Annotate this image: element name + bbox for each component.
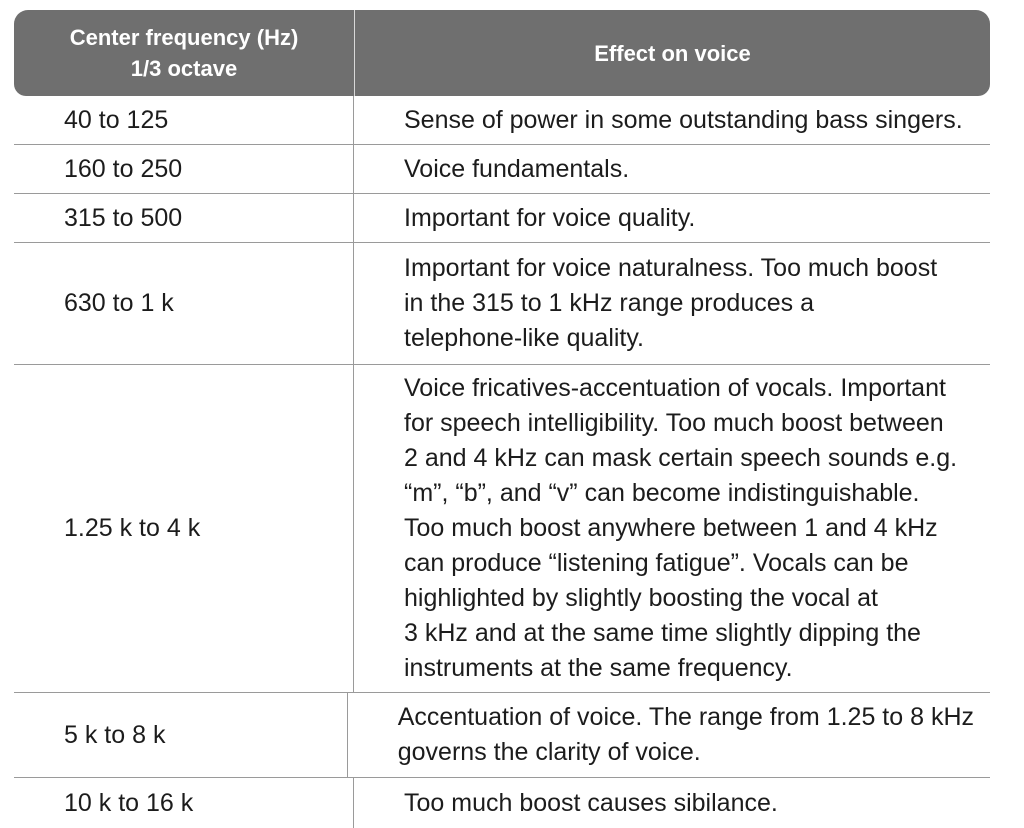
effect-line: in the 315 to 1 kHz range produces a xyxy=(404,289,814,317)
effect-cell xyxy=(354,194,990,242)
effect-line: Voice fricatives-accentuation of vocals. Important xyxy=(404,374,946,402)
table-row xyxy=(14,194,990,243)
effect-line: instruments at the same frequency. xyxy=(404,654,793,682)
table-row xyxy=(14,693,990,778)
frequency-cell: 630 to 1 k xyxy=(14,243,354,364)
effect-line: governs the clarity of voice. xyxy=(397,738,701,766)
header-center-frequency xyxy=(14,10,355,96)
effect-line: for speech intelligibility. Too much boost between xyxy=(404,409,944,437)
header-col1-line2: 1/3 octave xyxy=(130,56,238,81)
effect-cell xyxy=(354,96,990,144)
effect-line: Too much boost causes sibilance. xyxy=(404,788,778,817)
table-row xyxy=(14,243,990,365)
table-row xyxy=(14,778,990,828)
effect-line: 2 and 4 kHz can mask certain speech sounds e.g. xyxy=(404,444,958,472)
effect-line: telephone-like quality. xyxy=(404,324,644,352)
effect-cell xyxy=(354,778,990,828)
effect-line: can produce “listening fatigue”. Vocals can be xyxy=(404,549,909,577)
effect-cell xyxy=(348,693,990,777)
header-col1-line1: Center frequency (Hz) xyxy=(69,25,299,50)
effect-cell xyxy=(354,145,990,193)
frequency-cell: 40 to 125 xyxy=(14,96,354,144)
table-row xyxy=(14,365,990,693)
effect-line: Important for voice naturalness. Too much boost xyxy=(404,254,938,282)
frequency-cell: 315 to 500 xyxy=(14,194,354,242)
effect-cell xyxy=(354,243,990,364)
frequency-cell: 1.25 k to 4 k xyxy=(14,365,354,692)
header-effect-on-voice: Effect on voice xyxy=(594,40,751,66)
frequency-cell: 160 to 250 xyxy=(14,145,354,193)
effect-line: Too much boost anywhere between 1 and 4 kHz xyxy=(404,514,938,542)
effect-line: Important for voice quality. xyxy=(404,203,696,232)
effect-line: 3 kHz and at the same time slightly dipping the xyxy=(404,619,921,647)
frequency-cell: 10 k to 16 k xyxy=(14,778,354,828)
frequency-cell: 5 k to 8 k xyxy=(14,693,348,777)
effect-line: “m”, “b”, and “v” can become indistinguishable. xyxy=(404,479,920,507)
frequency-effect-table xyxy=(14,10,990,828)
effect-cell xyxy=(354,365,990,692)
table-row xyxy=(14,96,990,145)
table-row xyxy=(14,145,990,194)
table-header xyxy=(14,10,990,96)
effect-line: Accentuation of voice. The range from 1.25 to 8 kHz xyxy=(397,703,974,731)
effect-line: highlighted by slightly boosting the vocal at xyxy=(404,584,878,612)
effect-line: Sense of power in some outstanding bass singers. xyxy=(404,105,963,134)
effect-line: Voice fundamentals. xyxy=(404,154,630,183)
